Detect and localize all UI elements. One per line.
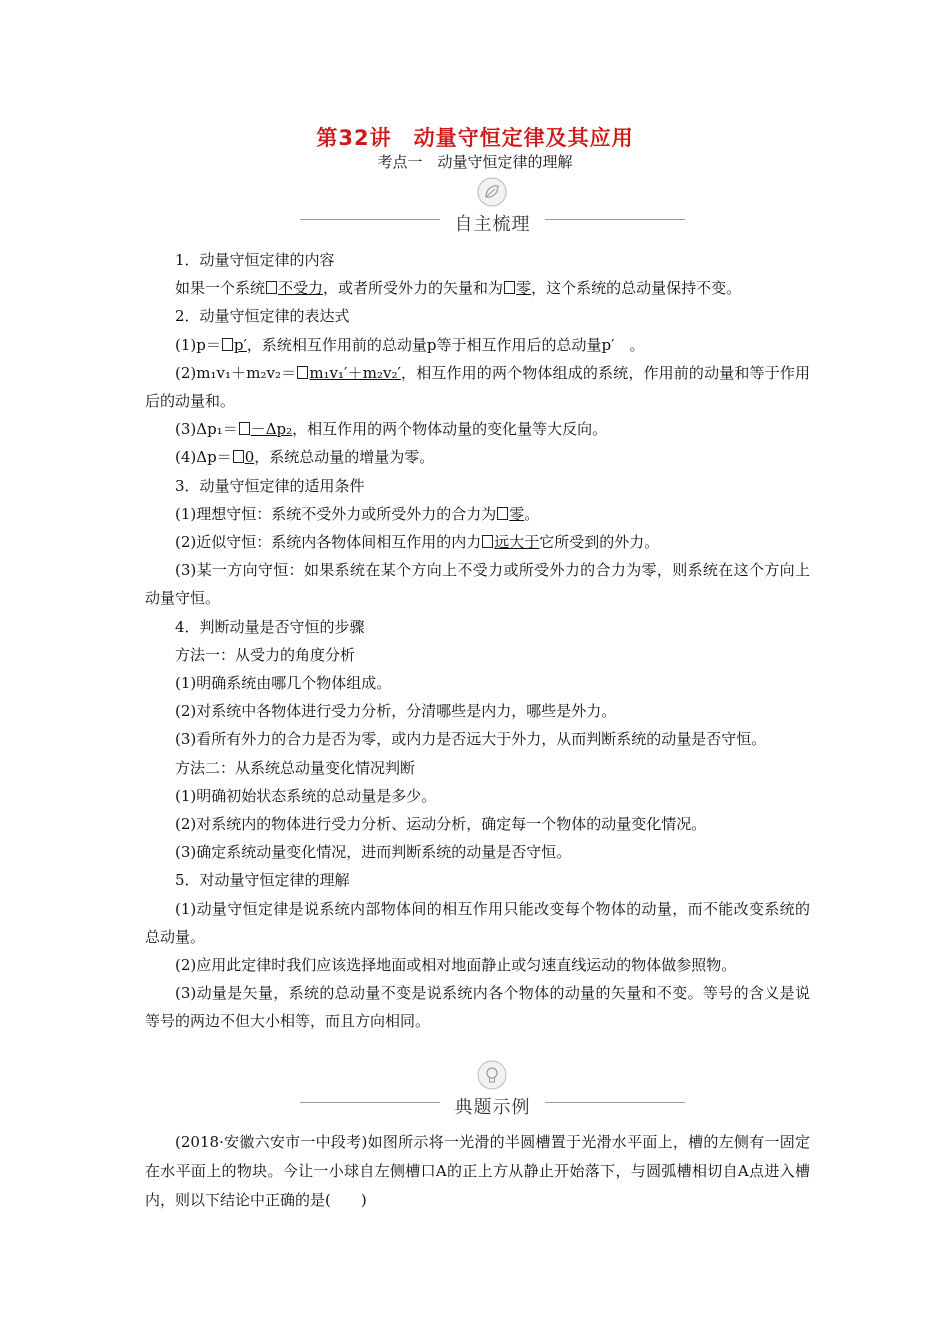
section-banner-examples (300, 1083, 685, 1123)
understanding-2: (2)应用此定律时我们应该选择地面或相对地面静止或匀速直线运动的物体做参照物。 (175, 956, 737, 975)
method-2-step-1: (1)明确初始状态系统的总动量是多少。 (175, 786, 437, 805)
self-study-content (145, 246, 810, 1036)
section-label: 自主梳理 (454, 214, 531, 235)
lightbulb-icon (476, 1059, 508, 1091)
expression-1: (1)p＝ p′，系统相互作用前的总动量p等于相互作用后的总动量p′ 。 (175, 335, 645, 354)
method-1-step-3: (3)看所有外力的合力是否为零，或内力是否远大于外力，从而判断系统的动量是否守恒。 (175, 730, 767, 749)
topic-subtitle: 考点一 动量守恒定律的理解 (377, 153, 573, 171)
expression-2: (2)m₁v₁＋m₂v₂＝ m₁v₁′＋m₂v₂′，相互作用的两个物体组成的系统，作用前的动量和等于作用后的动量和。 (145, 363, 810, 411)
expression-3: (3)Δp₁＝ －Δp₂，相互作用的两个物体动量的变化量等大反向。 (175, 420, 608, 439)
answer-box (266, 281, 277, 294)
heading-3: 3．动量守恒定律的适用条件 (175, 476, 365, 495)
example-question: (2018·安徽六安市一中段考)如图所示将一光滑的半圆槽置于光滑水平面上，槽的左侧有一固定在水平面上的物块。今让一小球自左侧槽口A的正上方从静止开始落下，与圆弧槽相切自A点进入槽内，则以下结论中正确的是( ) (145, 1133, 810, 1209)
heading-2: 2．动量守恒定律的表达式 (175, 307, 350, 326)
answer-box (497, 507, 508, 520)
method-2-step-2: (2)对系统内的物体进行受力分析、运动分析，确定每一个物体的动量变化情况。 (175, 815, 707, 834)
answer-box (233, 450, 244, 463)
condition-1: (1)理想守恒：系统不受外力或所受外力的合力为 零。 (175, 504, 540, 523)
expression-4: (4)Δp＝ 0，系统总动量的增量为零。 (175, 448, 435, 467)
method-1-step-1: (1)明确系统由哪几个物体组成。 (175, 674, 392, 693)
answer-box (504, 281, 515, 294)
method-2-title: 方法二：从系统总动量变化情况判断 (175, 758, 416, 777)
condition-2: (2)近似守恒：系统内各物体间相互作用的内力 远大于它所受到的外力。 (175, 533, 660, 552)
understanding-1: (1)动量守恒定律是说系统内部物体间的相互作用只能改变每个物体的动量，而不能改变系统的总动量。 (145, 899, 810, 946)
paragraph-content: 如果一个系统 不受力，或者所受外力的矢量和为 零，这个系统的总动量保持不变。 (175, 279, 742, 298)
section-banner-self-study (300, 200, 685, 240)
answer-box (482, 535, 493, 548)
heading-4: 4．判断动量是否守恒的步骤 (175, 617, 365, 636)
understanding-3: (3)动量是矢量，系统的总动量不变是说系统内各个物体的动量的矢量和不变。等号的含义是说等号的两边不但大小相等，而且方向相同。 (145, 984, 810, 1031)
heading-5: 5．对动量守恒定律的理解 (175, 871, 350, 890)
condition-3: (3)某一方向守恒：如果系统在某个方向上不受力或所受外力的合力为零，则系统在这个方向上动量守恒。 (145, 561, 810, 608)
method-1-title: 方法一：从受力的角度分析 (175, 645, 356, 664)
section-label: 典题示例 (454, 1097, 531, 1118)
example-content (145, 1128, 810, 1215)
method-2-step-3: (3)确定系统动量变化情况，进而判断系统的动量是否守恒。 (175, 843, 572, 862)
method-1-step-2: (2)对系统中各物体进行受力分析，分清哪些是内力，哪些是外力。 (175, 702, 617, 721)
heading-1: 1．动量守恒定律的内容 (175, 251, 335, 269)
answer-box (297, 366, 308, 379)
answer-box (239, 422, 250, 435)
lecture-title: 第32讲 动量守恒定律及其应用 (316, 126, 634, 150)
answer-box (222, 338, 233, 351)
leaf-icon (476, 176, 508, 208)
